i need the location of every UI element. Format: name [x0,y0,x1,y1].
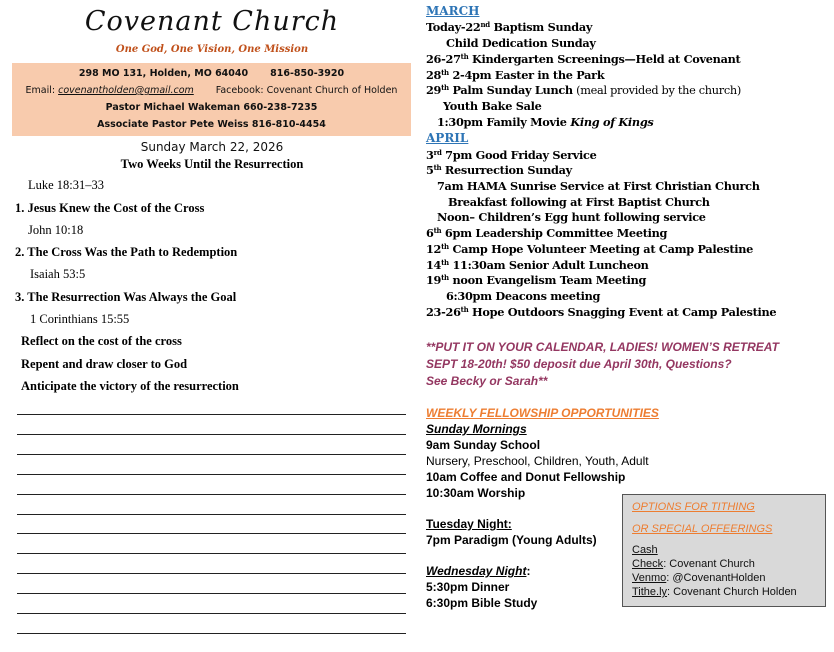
date-suffix: th [441,242,449,251]
sunday-mornings-heading: Sunday Mornings [426,422,527,436]
application-point: Reflect on the cost of the cross [21,334,182,348]
event-date: 6 [426,226,434,240]
date-suffix: th [433,163,442,172]
month-heading-april: APRIL [426,131,469,145]
event-text: Youth Bake Sale [443,99,542,113]
phone: 816-850-3920 [270,68,345,79]
tithing-option-tithely [632,586,797,598]
event-text: 7pm Good Friday Service [441,148,597,162]
note-line [17,494,406,495]
option-label: Check [632,558,664,570]
date-suffix: th [441,83,449,92]
contact-info-box [12,63,411,136]
note-line [17,434,406,435]
date-suffix: th [441,273,449,282]
outline-point: 3. The Resurrection Was Always the Goal [15,290,237,304]
address: 298 MO 131, Holden, MO 64040 [78,68,249,79]
calendar-event [426,163,572,177]
facebook: Facebook: Covenant Church of Holden [215,85,398,96]
event-date: Today-22 [426,20,481,34]
event-date: 19 [426,273,442,287]
outline-point: 2. The Cross Was the Path to Redemption [15,245,238,259]
address-line [12,68,411,79]
calendar-event [426,242,753,256]
movie-title: King of Kings [570,115,654,129]
calendar-event [426,83,741,97]
application-point: Anticipate the victory of the resurrection [21,379,239,393]
note-line [17,573,406,574]
wednesday-night-label: Wednesday Night [426,564,527,578]
note-line [17,633,406,634]
scripture-reference: Isaiah 53:5 [30,267,86,281]
church-tagline: One God, One Vision, One Mission [115,44,309,55]
calendar-event [426,273,646,287]
date-suffix: th [460,305,469,314]
worship-time: 10:30am Worship [426,486,526,500]
sunday-school: 9am Sunday School [426,438,541,452]
date-suffix: nd [480,20,490,29]
event-date: 29 [426,83,442,97]
date-suffix: th [433,226,442,235]
event-text: Breakfast following at First Baptist Church [448,195,710,209]
event-text: Baptism Sunday [489,20,593,34]
event-text: Kindergarten Screenings—Held at Covenant [468,52,741,66]
scripture-reference: 1 Corinthians 15:55 [30,312,130,326]
wednesday-night-heading [426,564,530,578]
associate-pastor-line: Associate Pastor Pete Weiss 816-810-4454 [97,119,326,130]
note-line [17,593,406,594]
tithing-option-check [632,558,755,570]
note-line [17,533,406,534]
option-value: : @CovenantHolden [666,572,766,584]
option-label: Venmo [632,572,667,584]
event-text: noon Evangelism Team Meeting [448,273,647,287]
weekly-fellowship-heading: WEEKLY FELLOWSHIP OPPORTUNITIES [426,406,659,420]
coffee-fellowship: 10am Coffee and Donut Fellowship [426,470,626,484]
calendar-event [426,148,596,162]
note-line [17,613,406,614]
date-suffix: th [460,52,469,61]
option-label: Tithe.ly [632,586,668,598]
month-heading-march: MARCH [426,4,480,18]
tuesday-event: 7pm Paradigm (Young Adults) [426,533,597,547]
event-text: Palm Sunday Lunch [448,83,573,97]
calendar-event [443,99,541,113]
tithing-heading: OPTIONS FOR TITHING [632,501,755,513]
scripture-reference: John 10:18 [28,223,84,237]
tuesday-night-heading: Tuesday Night: [426,517,512,531]
wednesday-event: 6:30pm Bible Study [426,596,538,610]
event-text: Camp Hope Volunteer Meeting at Camp Palestine [448,242,754,256]
church-title: Covenant Church [84,6,340,37]
calendar-event [437,210,706,224]
retreat-announcement-line: See Becky or Sarah** [426,374,548,388]
event-text: Resurrection Sunday [441,163,572,177]
email-facebook-line [12,85,411,96]
wednesday-colon: : [526,564,531,578]
tithing-option-cash [632,544,658,556]
sermon-title: Two Weeks Until the Resurrection [120,157,304,171]
tithing-option-venmo [632,572,765,584]
event-text: Noon– Children’s Egg hunt following service [437,210,706,224]
email-label: Email: [25,85,59,96]
event-date: 26-27 [426,52,461,66]
application-point: Repent and draw closer to God [21,357,188,371]
calendar-event [437,115,653,129]
date-suffix: rd [433,148,442,157]
note-line [17,454,406,455]
event-text: 11:30am Senior Adult Luncheon [448,258,649,272]
calendar-event [426,20,592,34]
calendar-event [448,195,710,209]
event-date: 5 [426,163,434,177]
sunday-school-groups: Nursery, Preschool, Children, Youth, Adult [426,454,649,468]
calendar-event [437,179,760,193]
note-line [17,414,406,415]
date-suffix: th [441,258,449,267]
event-text: 7am HAMA Sunrise Service at First Christian Church [437,179,760,193]
retreat-announcement-line: SEPT 18-20th! $50 deposit due April 30th, Questions? [426,357,732,371]
event-text: Child Dedication Sunday [446,36,596,50]
event-date: 14 [426,258,442,272]
pastor-line: Pastor Michael Wakeman 660-238-7235 [105,102,318,113]
option-value: : Covenant Church [663,558,755,570]
event-note: (meal provided by the church) [572,84,741,97]
note-line [17,474,406,475]
option-label: Cash [632,544,658,556]
event-date: 28 [426,68,442,82]
event-date: 12 [426,242,442,256]
calendar-event [426,258,649,272]
calendar-event [426,226,667,240]
tithing-options-box [622,494,826,607]
event-text: 6pm Leadership Committee Meeting [441,226,668,240]
event-date: 3 [426,148,434,162]
calendar-event [446,36,596,50]
date-suffix: th [441,68,449,77]
outline-point: 1. Jesus Knew the Cost of the Cross [15,201,205,215]
calendar-event [426,52,740,66]
scripture-reference: Luke 18:31–33 [28,178,105,192]
option-value: : Covenant Church Holden [667,586,797,598]
retreat-announcement-line: **PUT IT ON YOUR CALENDAR, LADIES! WOMEN’S RETREAT [426,340,779,354]
calendar-event [426,305,776,319]
calendar-event [446,289,600,303]
event-text: Hope Outdoors Snagging Event at Camp Palestine [468,305,777,319]
tithing-heading: OR SPECIAL OFFEERINGS [632,523,773,535]
note-line [17,553,406,554]
sermon-date: Sunday March 22, 2026 [140,140,284,154]
email-link[interactable]: covenantholden@gmail.com [58,85,194,96]
calendar-event [426,68,604,82]
wednesday-event: 5:30pm Dinner [426,580,510,594]
event-date: 23-26 [426,305,461,319]
note-line [17,514,406,515]
event-text: 2-4pm Easter in the Park [448,68,605,82]
event-text: 1:30pm Family Movie [437,115,571,129]
event-text: 6:30pm Deacons meeting [446,289,601,303]
